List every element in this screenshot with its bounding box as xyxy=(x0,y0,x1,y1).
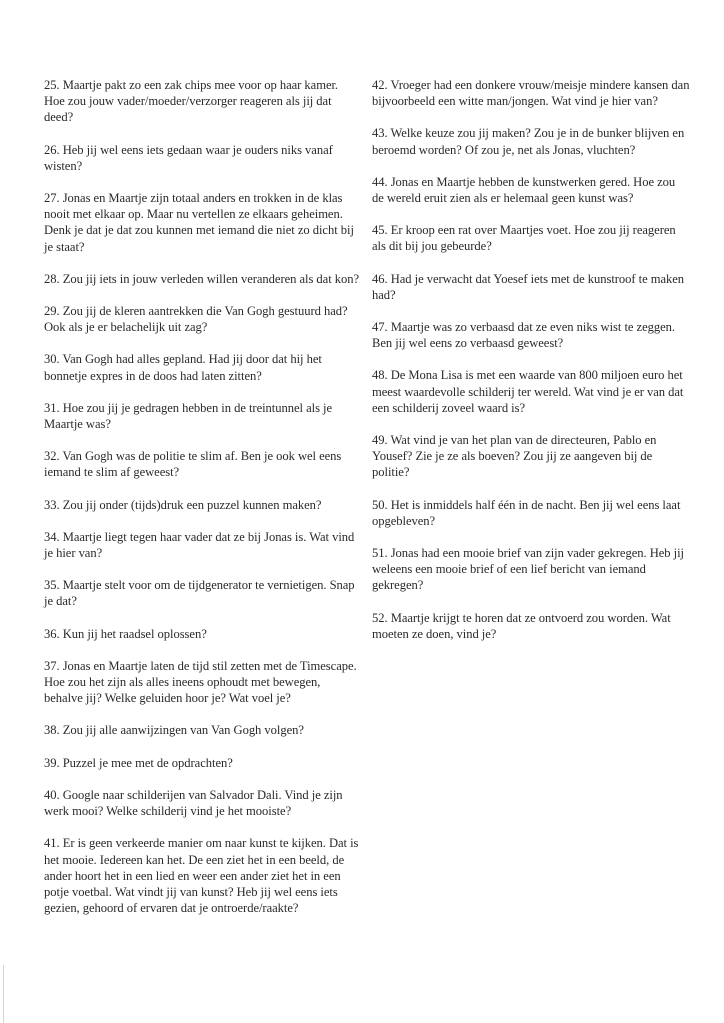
question-51: 51. Jonas had een mooie brief van zijn vader gekregen. Heb jij weleens een mooie brief of een lief bericht van iemand gekregen? xyxy=(372,546,684,593)
page-edge-divider xyxy=(3,965,4,1023)
question-41: 41. Er is geen verkeerde manier om naar kunst te kijken. Dat is het mooie. Iedereen kan het. De een ziet het in een beeld, de ander hoort het in een lied en weer een ander ziet het in een potje voetbal. Wat vindt jij van kunst? Heb jij wel eens iets gezien, gehoord of ervaren dat je ontroerde/raakte? xyxy=(44,836,359,916)
question-34: 34. Maartje liegt tegen haar vader dat ze bij Jonas is. Wat vind je hier van? xyxy=(44,529,355,561)
question-42: 42. Vroeger had een donkere vrouw/meisje mindere kansen dan bijvoorbeeld een witte man/jongen. Wat vind je hier van? xyxy=(372,78,690,109)
question-40: 40. Google naar schilderijen van Salvador Dali. Vind je zijn werk mooi? Welke schilderij vind je het mooiste? xyxy=(44,787,343,819)
question-31: 31. Hoe zou jij je gedragen hebben in de treintunnel als je Maartje was? xyxy=(44,400,333,432)
question-30: 30. Van Gogh had alles gepland. Had jij door dat hij het bonnetje expres in de doos had laten zitten? xyxy=(44,352,322,383)
question-46: 46. Had je verwacht dat Yoesef iets met de kunstroof te maken had? xyxy=(372,271,685,302)
question-33: 33. Zou jij onder (tijds)druk een puzzel kunnen maken? xyxy=(44,497,322,512)
question-44: 44. Jonas en Maartje hebben de kunstwerken gered. Hoe zou de wereld eruit zien als er helemaal geen kunst was? xyxy=(372,174,676,206)
question-26: 26. Heb jij wel eens iets gedaan waar je ouders niks vanaf wisten? xyxy=(44,142,333,173)
question-35: 35. Maartje stelt voor om de tijdgenerator te vernietigen. Snap je dat? xyxy=(44,578,355,609)
question-29: 29. Zou jij de kleren aantrekken die Van Gogh gestuurd had? Ook als je er belachelijk uit zag? xyxy=(44,304,348,335)
question-36: 36. Kun jij het raadsel oplossen? xyxy=(44,626,207,641)
question-32: 32. Van Gogh was de politie te slim af. Ben je ook wel eens iemand te slim af geweest? xyxy=(44,449,342,480)
right-column xyxy=(372,77,690,658)
question-50: 50. Het is inmiddels half één in de nacht. Ben jij wel eens laat opgebleven? xyxy=(372,497,681,528)
question-37: 37. Jonas en Maartje laten de tijd stil zetten met de Timescape. Hoe zou het zijn als alles ineens ophoudt met bewegen, behalve jij? Welke geluiden hoor je? Wat voel je? xyxy=(44,658,357,706)
question-49: 49. Wat vind je van het plan van de directeuren, Pablo en Yousef? Zie je ze als boeven? Zou jij ze aangeven bij de politie? xyxy=(372,433,657,480)
question-52: 52. Maartje krijgt te horen dat ze ontvoerd zou worden. Wat moeten ze doen, vind je? xyxy=(372,610,671,641)
question-39: 39. Puzzel je mee met de opdrachten? xyxy=(44,755,233,770)
question-43: 43. Welke keuze zou jij maken? Zou je in de bunker blijven en beroemd worden? Of zou je, net als Jonas, vluchten? xyxy=(372,126,685,157)
question-38: 38. Zou jij alle aanwijzingen van Van Gogh volgen? xyxy=(44,723,304,738)
question-28: 28. Zou jij iets in jouw verleden willen veranderen als dat kon? xyxy=(44,271,360,286)
question-25: 25. Maartje pakt zo een zak chips mee voor op haar kamer. Hoe zou jouw vader/moeder/verzorger reageren als jij dat deed? xyxy=(44,78,339,125)
question-45: 45. Er kroop een rat over Maartjes voet. Hoe zou jij reageren als dit bij jou gebeurde? xyxy=(372,223,676,254)
question-48: 48. De Mona Lisa is met een waarde van 800 miljoen euro het meest waardevolle schilderij ter wereld. Wat vind je er van dat een schilderij zoveel waard is? xyxy=(372,368,684,415)
question-27: 27. Jonas en Maartje zijn totaal anders en trokken in de klas nooit met elkaar op. Maar nu vertellen ze elkaars geheimen. Denk je dat je dat zou kunnen met iemand die niet zo dicht bij je staat? xyxy=(44,191,354,254)
question-47: 47. Maartje was zo verbaasd dat ze even niks wist te zeggen. Ben jij wel eens zo verbaasd geweest? xyxy=(372,320,675,351)
left-column xyxy=(44,77,360,932)
